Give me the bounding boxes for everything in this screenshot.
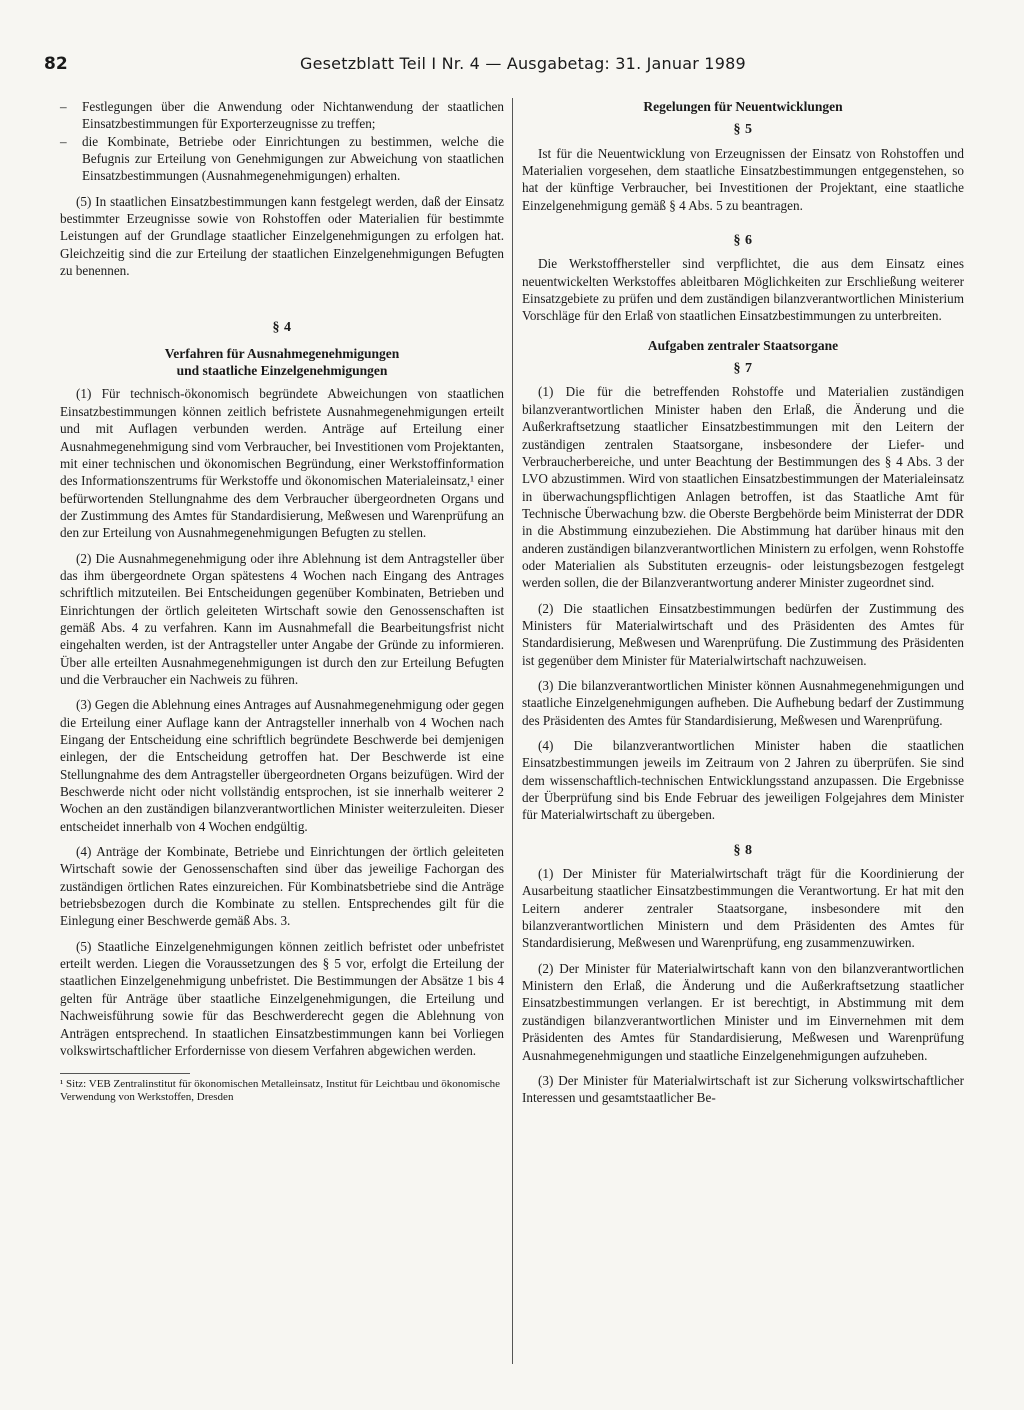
list-item: [60, 98, 504, 133]
paragraph: (2) Die staatlichen Einsatzbestimmungen bedürfen der Zustimmung des Ministers für Materialwirtschaft und des Präsidenten des Amtes für Standardisierung, Meßwesen und Warenprüfung. Die Zustimmung des Präsidenten ist gegenüber dem Minister für Materialwirtschaft nachzuweisen.: [522, 600, 964, 668]
list-item-text: Festlegungen über die Anwendung oder Nichtanwendung der staatlichen Einsatzbestimmungen für Exporterzeugnisse zu treffen;: [82, 99, 504, 132]
paragraph: (2) Der Minister für Materialwirtschaft kann von den bilanzverantwortlichen Ministern den Erlaß, die Änderung und die Außerkraftsetzung staatlicher Einsatzbestimmungen verlangen. Er ist berechtigt, in Abstimmung mit dem zuständigen bilanzverantwortlichen Minister und im Einvernehmen mit dem Präsidenten des Amtes für Standardisierung, Meßwesen und Warenprüfung Ausnahmegenehmigungen und staatliche Einzelgenehmigungen aufzuheben.: [522, 960, 964, 1063]
paragraph: (5) Staatliche Einzelgenehmigungen können zeitlich befristet oder unbefristet erteilt werden. Liegen die Voraussetzungen des § 5 vor, erfolgt die Erteilung der staatlichen Einzelgenehmigung unbefristet. Die Bestimmungen der Absätze 1 bis 4 gelten für Anträge über staatliche Einzelgenehmigungen, die Erteilung und Nachweisführung sowie für das Beschwerderecht gegen die Ablehnung von Anträgen entsprechend. In staatlichen Einsatzbestimmungen kann bei Vorliegen volkswirtschaftlicher Erfordernisse von diesem Verfahren abgewichen werden.: [60, 938, 504, 1058]
paragraph: (4) Die bilanzverantwortlichen Minister haben die staatlichen Einsatzbestimmungen jeweils im Zeitraum von 2 Jahren zu überprüfen. Sie sind dem wissenschaftlich-technischen Entwicklungsstand anzupassen. Die Ergebnisse der Überprüfung sind bis Ende Februar des jeweiligen Folgejahres dem Minister für Materialwirtschaft zu übergeben.: [522, 738, 964, 823]
paragraph: (5) In staatlichen Einsatzbestimmungen kann festgelegt werden, daß der Einsatz bestimmter Erzeugnisse sowie von Rohstoffen oder Materialien für bestimmte Leistungen auf der Grundlage staatlicher Einzelgenehmigungen zu erfolgen hat. Gleichzeitig sind die zur Erteilung der staatlichen Einzelgenehmigungen Befugten zu benennen.: [60, 193, 504, 279]
footnote: ¹ Sitz: VEB Zentralinstitut für ökonomischen Metalleinsatz, Institut für Leichtbau und ökonomische Verwendung von Werkstoffen, Dresden: [60, 1078, 500, 1104]
paragraph: (1) Der Minister für Materialwirtschaft trägt für die Koordinierung der Ausarbeitung staatlicher Einsatzbestimmungen die Verantwortung. Er hat mit den Leitern anderer zentraler Staatsorgane, insbesondere mit den bilanzverantwortlichen Ministern und dem Präsidenten des Amtes für Standardisierung, Meßwesen und Warenprüfung, eng zusammenzuwirken.: [522, 866, 964, 951]
section-heading: § 5: [733, 122, 753, 138]
paragraph: Ist für die Neuentwicklung von Erzeugnissen der Einsatz von Rohstoffen und Materialien vorgesehen, dem staatliche Einsatzbestimmungen entgegenstehen, so hat der künftige Verbraucher, bei Investitionen der Projektant, eine staatliche Einzelgenehmigung gemäß § 4 Abs. 5 zu beantragen.: [522, 145, 964, 213]
paragraph: Die Werkstoffhersteller sind verpflichtet, die aus dem Einsatz eines neuentwickelten Werkstoffes ableitbaren Möglichkeiten zur Erschließung weiterer Einsatzgebiete zu prüfen und dem zuständigen bilanzverantwortlichen Ministerium Vorschläge für den Erlaß von staatlichen Einsatzbestimmungen zu unterbreiten.: [522, 256, 964, 324]
running-header: Gesetzblatt Teil I Nr. 4 — Ausgabetag: 31. Januar 1989: [300, 54, 746, 73]
footnote-rule: [60, 1073, 190, 1074]
section-title: und staatliche Einzelgenehmigungen: [176, 363, 388, 379]
section-heading: § 7: [733, 361, 753, 377]
paragraph: (1) Für technisch-ökonomisch begründete Abweichungen von staatlichen Einsatzbestimmungen können zeitlich befristete Ausnahmegenehmigungen erteilt und mit Auflagen verbunden werden. Anträge auf Erteilung einer Ausnahmegenehmigung sind vom Verbraucher, bei Investitionen vom Projektanten, mit einer technischen und ökonomischen Begründung, einer Werkstoffinformation des Informationszentrums für Werkstoffe und ökonomischen Materialeinsatz,¹ einer befürwortenden Stellungnahme des dem Verbraucher übergeordneten Organs und der Zustimmung des Amtes für Standardisierung, Meßwesen und Warenprüfung an den zur Erteilung von Ausnahmegenehmigungen Befugten zu stellen.: [60, 386, 504, 541]
paragraph: (3) Die bilanzverantwortlichen Minister können Ausnahmegenehmigungen und staatliche Einzelgenehmigungen aufheben. Die Aufhebung bedarf der Zustimmung des Präsidenten des Amtes für Standardisierung, Meßwesen und Warenprüfung.: [522, 677, 964, 728]
dash-marker: –: [60, 133, 67, 149]
paragraph: (1) Die für die betreffenden Rohstoffe und Materialien zuständigen bilanzverantwortlichen Minister haben den Erlaß, die Änderung und die Außerkraftsetzung staatlicher Einsatzbestimmungen mit den Leitern der zuständigen zentralen Staatsorgane, insbesondere der Liefer- und Verbraucherbereiche, und unter Beachtung der Bestimmungen des § 4 Abs. 3 der LVO abzustimmen. Wird von staatlichen Einsatzbestimmungen der Materialeinsatz in überwachungspflichtigen Anlagen betroffen, ist das Staatliche Amt für Technische Überwachung bzw. die Oberste Bergbehörde beim Ministerrat der DDR in die Abstimmung einzubeziehen. Die Abstimmung hat darüber hinaus mit den anderen zuständigen bilanzverantwortlichen Ministern zu erfolgen, wenn Rohstoffe oder Materialien als Substituten erzeugnis- oder leistungsbezogen festgelegt werden sollen, die der Bilanzverantwortung anderer Minister zugeordnet sind.: [522, 384, 964, 591]
right-column: [522, 98, 964, 1115]
section-group-heading: Aufgaben zentraler Staatsorgane: [647, 337, 839, 353]
list-item-text: die Kombinate, Betriebe oder Einrichtungen zu bestimmen, welche die Befugnis zur Erteilung von Genehmigungen zur Abweichung von staatlichen Einsatzbestimmungen (Ausnahmegenehmigungen) erhalten.: [82, 133, 504, 184]
section-title: Verfahren für Ausnahmegenehmigungen: [164, 345, 400, 361]
left-column: [60, 98, 504, 1104]
section-group-heading: Regelungen für Neuentwicklungen: [643, 99, 843, 114]
paragraph: (2) Die Ausnahmegenehmigung oder ihre Ablehnung ist dem Antragsteller über das ihm übergeordnete Organ spätestens 4 Wochen nach Eingang des Antrages schriftlich mitzuteilen. Bei Entscheidungen gegenüber Kombinaten, Betrieben und Einrichtungen der örtlich geleiteten Wirtschaft sowie den Genossenschaften ist gemäß Abs. 4 zu verfahren. Kann im Ausnahmefall die Bearbeitungsfrist nicht eingehalten werden, ist der Antragsteller unter Angabe der Gründe zu informieren. Über alle erteilten Ausnahmegenehmigungen ist durch den zur Erteilung Befugten und die Verbraucher ein Nachweis zu führen.: [60, 550, 504, 687]
dash-marker: –: [60, 99, 67, 114]
section-heading: § 4: [272, 320, 292, 336]
column-divider: [512, 98, 513, 1364]
paragraph: (3) Der Minister für Materialwirtschaft ist zur Sicherung volkswirtschaftlicher Interessen und gesamtstaatlicher Be-: [522, 1072, 964, 1106]
list-item: [60, 133, 504, 185]
paragraph: (4) Anträge der Kombinate, Betriebe und Einrichtungen der örtlich geleiteten Wirtschaft sowie der Genossenschaften sind über das jeweilige Fachorgan des zuständigen örtlichen Rates einzureichen. Für Kombinatsbetriebe sind die Anträge betriebsbezogen durch die Kombinate zu stellen. Entsprechendes gilt für die Einlegung einer Beschwerde gemäß Abs. 3.: [60, 844, 504, 929]
section-heading: § 8: [733, 842, 753, 858]
page-number: 82: [44, 54, 68, 74]
section-heading: § 6: [733, 233, 753, 249]
paragraph: (3) Gegen die Ablehnung eines Antrages auf Ausnahmegenehmigung oder gegen die Erteilung einer Auflage kann der Antragsteller innerhalb von 4 Wochen nach Eingang der Entscheidung eine schriftlich begründete Beschwerde bei demjenigen einlegen, der die Entscheidung getroffen hat. Der Beschwerde ist eine Stellungnahme des dem Antragsteller übergeordneten Organs beizufügen. Wird der Beschwerde nicht oder nicht vollständig entsprochen, ist sie innerhalb weiterer 2 Wochen an den zuständigen bilanzverantwortlichen Minister weiterzuleiten. Dieser entscheidet innerhalb von 4 Wochen endgültig.: [60, 697, 504, 834]
